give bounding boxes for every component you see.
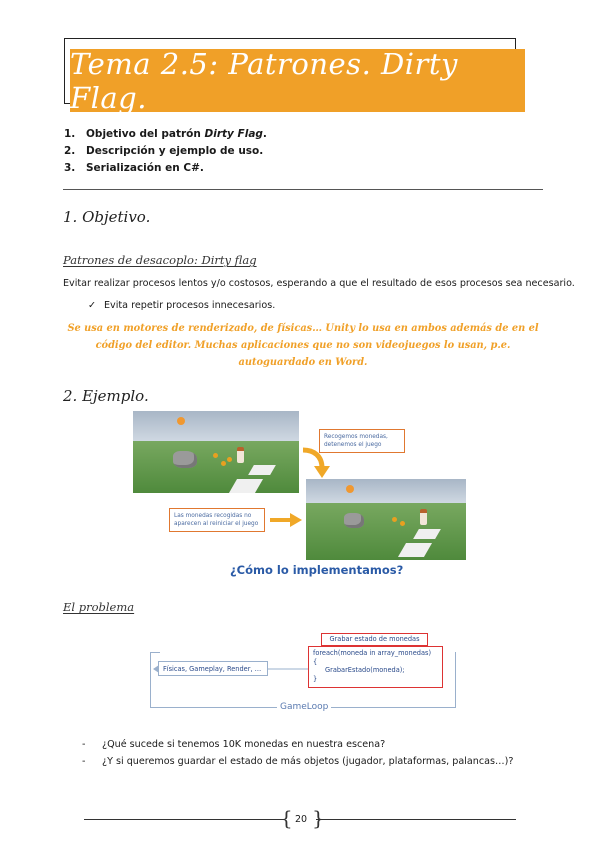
- index-text: Objetivo del patrón: [86, 128, 205, 140]
- index-after: .: [262, 128, 267, 140]
- footer-rule-left: [84, 819, 284, 820]
- code-line: {: [313, 657, 318, 666]
- index-italic: Dirty Flag: [204, 128, 263, 140]
- question-item: [82, 756, 513, 767]
- highlight-note: Se usa en motores de renderizado, de físicas… Unity lo usa en ambos además de en el código del editor. Muchas aplicaciones que no son videojuegos lo usan, p.e. autoguardado en Word.: [67, 323, 539, 368]
- index-item-2: [64, 145, 263, 157]
- index-item-1: [64, 128, 267, 140]
- save-state-label: Grabar estado de monedas: [321, 633, 428, 646]
- page-title: Tema 2.5: Patrones. Dirty Flag.: [70, 46, 458, 115]
- question-item: [82, 739, 385, 750]
- section-1-subheading: Patrones de desacoplo: Dirty flag: [63, 253, 257, 267]
- index-num: 2.: [64, 145, 76, 157]
- index-item-3: [64, 162, 204, 174]
- game-screenshot-before: [133, 411, 299, 493]
- section-1-body: Evitar realizar procesos lentos y/o costosos, esperando a que el resultado de esos procesos sea necesario.: [63, 278, 575, 289]
- gameloop-frame-top: [150, 652, 160, 653]
- code-line: foreach(moneda in array_monedas): [313, 649, 432, 657]
- problem-heading: El problema: [63, 600, 135, 614]
- code-box: [308, 646, 443, 688]
- rock-icon: [173, 451, 197, 468]
- connector-line: [268, 664, 308, 674]
- curved-arrow-icon: [300, 446, 330, 480]
- note-coins-collected: Recogemos monedas, detenemos el juego: [319, 429, 405, 453]
- index-text: Descripción y ejemplo de uso.: [86, 145, 264, 157]
- index-num: 1.: [64, 128, 76, 140]
- brace-left: {: [280, 806, 293, 830]
- bullet-item: [88, 300, 275, 311]
- loop-arrow-icon: [153, 664, 161, 674]
- dash-marker: -: [82, 756, 86, 767]
- divider: [63, 189, 543, 190]
- page-number: 20: [294, 814, 308, 825]
- code-line: }: [313, 674, 318, 683]
- dash-marker: -: [82, 739, 86, 750]
- question-text: ¿Qué sucede si tenemos 10K monedas en nuestra escena?: [102, 739, 386, 750]
- implement-question: ¿Cómo lo implementamos?: [230, 563, 404, 577]
- footer-rule-right: [316, 819, 516, 820]
- note-coins-reset: Las monedas recogidas no aparecen al reiniciar el juego: [169, 508, 265, 532]
- arrow-right-icon: [270, 513, 302, 527]
- systems-box: Físicas, Gameplay, Render, …: [158, 661, 268, 676]
- section-1-heading: 1. Objetivo.: [63, 208, 151, 226]
- index-num: 3.: [64, 162, 76, 174]
- title-banner: [70, 46, 525, 115]
- game-screenshot-after: [306, 479, 466, 560]
- gameloop-label: GameLoop: [277, 702, 331, 712]
- bullet-text: Evita repetir procesos innecesarios.: [104, 300, 276, 311]
- brace-right: }: [312, 806, 325, 830]
- rock-icon: [344, 513, 364, 528]
- question-text: ¿Y si queremos guardar el estado de más objetos (jugador, plataformas, palancas…)?: [102, 756, 514, 767]
- section-2-heading: 2. Ejemplo.: [63, 387, 149, 405]
- code-line: GrabarEstado(moneda);: [325, 666, 405, 674]
- index-text: Serialización en C#.: [86, 162, 204, 174]
- check-icon: ✓: [88, 300, 97, 311]
